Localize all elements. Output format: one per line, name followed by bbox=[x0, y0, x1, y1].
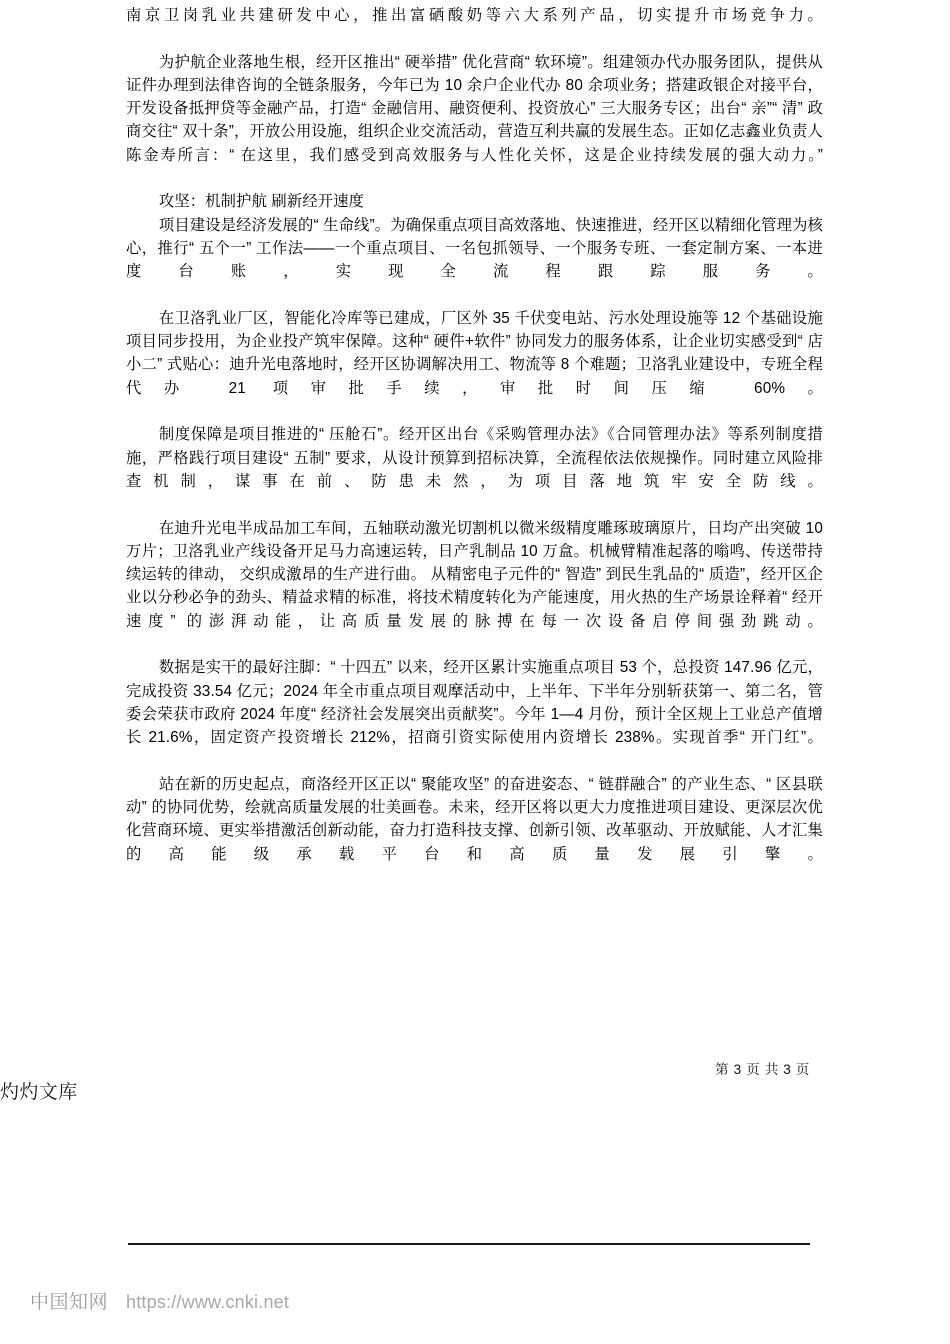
document-body bbox=[126, 4, 823, 889]
page-number: 第 3 页 共 3 页 bbox=[715, 1062, 810, 1077]
paragraph: 项目建设是经济发展的“ 生命线”。为确保重点项目高效落地、快速推进，经开区以精细化管理为核心，推行“ 五个一” 工作法——一个重点项目、一名包抓领导、一个服务专班、一套定制方案、一本进度台账，实现全流程跟踪服务。 bbox=[126, 216, 823, 281]
paragraph: 制度保障是项目推进的“ 压舱石”。经开区出台《采购管理办法》《合同管理办法》等系列制度措施，严格践行项目建设“ 五制” 要求，从设计预算到招标决算，全流程依法依规操作。同时建立风险排查机制，谋事在前、防患未然，为项目落地筑牢安全防线。 bbox=[126, 426, 823, 490]
footer-divider bbox=[128, 1243, 810, 1245]
paragraph: 南京卫岗乳业共建研发中心，推出富硒酸奶等六大系列产品，切实提升市场竞争力。 bbox=[126, 7, 823, 24]
paragraph: 站在新的历史起点，商洛经开区正以“ 聚能攻坚” 的奋进姿态、“ 链群融合” 的产业生态、“ 区县联动” 的协同优势，绘就高质量发展的壮美画卷。未来，经开区将以更大力度推进项目建设、更深层次优化营商环境、更实举措激活创新动能，奋力打造科技支撑、创新引领、改革驱动、开放赋能、人才汇集的高能级承载平台和高质量发展引擎。 bbox=[126, 775, 823, 863]
section-heading: 攻坚：机制护航 刷新经开速度 bbox=[158, 193, 365, 211]
paragraph: 在迪升光电半成品加工车间，五轴联动激光切割机以微米级精度雕琢玻璃原片，日均产出突破 10 万片；卫洛乳业产线设备开足马力高速运转，日产乳制品 10 万盒。机械臂精准起落的嗡鸣、传送带持续运转的律动， 交织成激昂的生产进行曲。 从精密电子元件的“ 智造” 到民生乳品的“ 质造”，经开区企业以分秒必争的劲头、精益求精的标准，将技术精度转化为产能速度，用火热的生产场景诠释着“ 经开速度” 的澎湃动能，让高质量发展的脉搏在每一次设备启停间强劲跳动。 bbox=[126, 519, 823, 630]
cnki-brand-url[interactable]: https://www.cnki.net bbox=[126, 1292, 290, 1312]
paragraph: 在卫洛乳业厂区，智能化冷库等已建成，厂区外 35 千伏变电站、污水处理设施等 12 个基础设施项目同步投用，为企业投产筑牢保障。这种“ 硬件+软件” 协同发力的服务体系，让企业切实感受到“ 店小二” 式贴心：迪升光电落地时，经开区协调解决用工、物流等 8 个难题；卫洛乳业建设中，专班全程代办 21 项审批手续，审批时间压缩 60%。 bbox=[126, 309, 823, 397]
paragraph: 数据是实干的最好注脚：“ 十四五” 以来，经开区累计实施重点项目 53 个，总投资 147.96 亿元，完成投资 33.54 亿元；2024 年全市重点项目观摩活动中，上半年、下半年分别斩获第一、第二名，管委会荣获市政府 2024 年度“ 经济社会发展突出贡献奖”。今年 1—4 月份，预计全区规上工业总产值增长 21.6%，固定资产投资增长 212%，招商引资实际使用内资增长 238%。实现首季“ 开门红”。 bbox=[126, 659, 823, 747]
library-watermark: 灼灼文库 bbox=[0, 1082, 78, 1103]
cnki-brand-name: 中国知网 bbox=[30, 1292, 109, 1313]
paragraph: 为护航企业落地生根，经开区推出“ 硬举措” 优化营商“ 软环境”。组建领办代办服务团队，提供从证件办理到法律咨询的全链条服务，今年已为 10 余户企业代办 80 余项业务；搭建政银企对接平台，开发设备抵押贷等金融产品，打造“ 金融信用、融资便利、投资放心” 三大服务专区；出台“ 亲”“ 清” 政商交往“ 双十条”，开放公用设施，组织企业交流活动，营造互利共赢的发展生态。正如亿志鑫业负责人陈金寿所言：“ 在这里，我们感受到高效服务与人性化关怀，这是企业持续发展的强大动力。” bbox=[126, 53, 823, 164]
cnki-footer bbox=[30, 1290, 289, 1315]
